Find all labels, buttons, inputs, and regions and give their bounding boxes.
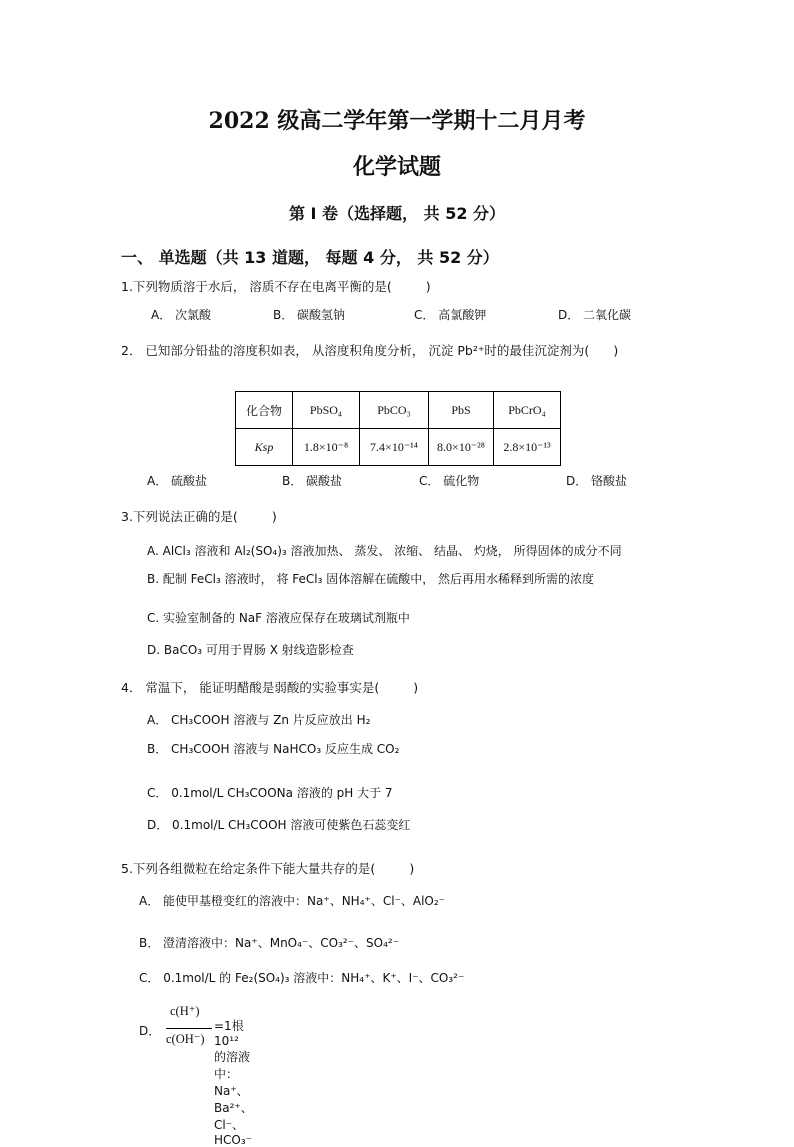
q4-option-c: C． 0.1mol/L CH₃COONa 溶液的 pH 大于 7 bbox=[147, 786, 393, 800]
q3-option-b: B. 配制 FeCl₃ 溶液时， 将 FeCl₃ 固体溶解在硫酸中， 然后再用水稀释到所需的浓度 bbox=[147, 572, 595, 586]
q1-option-d: D． 二氧化碳 bbox=[558, 308, 632, 322]
table-cell: 8.0×10⁻²⁸ bbox=[429, 429, 494, 466]
table-cell: PbS bbox=[429, 392, 494, 429]
table-cell: 化合物 bbox=[236, 392, 293, 429]
q5-option-d-text: =1根10¹² 的溶液中：Na⁺、Ba²⁺、Cl⁻、HCO₃⁻ bbox=[214, 1019, 253, 1147]
table-cell: 1.8×10⁻⁸ bbox=[293, 429, 360, 466]
question-4-stem: 4． 常温下， 能证明醋酸是弱酸的实验事实是( bbox=[121, 680, 380, 695]
table-cell: 7.4×10⁻¹⁴ bbox=[360, 429, 429, 466]
part-title: 第 I 卷（选择题， 共 52 分） bbox=[288, 204, 506, 223]
q2-option-d: D． 铬酸盐 bbox=[566, 474, 628, 488]
q2-option-c: C． 硫化物 bbox=[419, 474, 480, 488]
table-header-row bbox=[236, 392, 561, 429]
question-5: 5.下列各组微粒在给定条件下能大量共存的是( ) bbox=[121, 861, 415, 876]
q5-option-a: A． 能使甲基橙变红的溶液中：Na⁺、NH₄⁺、Cl⁻、AlO₂⁻ bbox=[139, 894, 446, 908]
q3-option-d: D. BaCO₃ 可用于胃肠 X 射线造影检查 bbox=[147, 643, 354, 657]
q5-option-d-label: D． bbox=[139, 1024, 161, 1038]
q4-option-d: D． 0.1mol/L CH₃COOH 溶液可使紫色石蕊变红 bbox=[147, 818, 411, 832]
ksp-table bbox=[235, 391, 561, 466]
table-row bbox=[236, 429, 561, 466]
q2-option-b: B． 碳酸盐 bbox=[282, 474, 343, 488]
question-5-stem: 5.下列各组微粒在给定条件下能大量共存的是( bbox=[121, 861, 376, 876]
question-4: 4． 常温下， 能证明醋酸是弱酸的实验事实是( ) bbox=[121, 680, 419, 695]
question-2-stem: 2． 已知部分铅盐的溶度积如表， 从溶度积角度分析， 沉淀 Pb²⁺时的最佳沉淀剂为( bbox=[121, 343, 590, 358]
question-1-stem: 1.下列物质溶于水后， 溶质不存在电离平衡的是( bbox=[121, 279, 392, 294]
table-cell: 2.8×10⁻¹³ bbox=[494, 429, 561, 466]
q4-option-b: B． CH₃COOH 溶液与 NaHCO₃ 反应生成 CO₂ bbox=[147, 742, 400, 756]
table-cell: Ksp bbox=[236, 429, 293, 466]
q1-option-a: A． 次氯酸 bbox=[151, 308, 212, 322]
question-2: 2． 已知部分铅盐的溶度积如表， 从溶度积角度分析， 沉淀 Pb²⁺时的最佳沉淀剂为( ) bbox=[121, 343, 619, 358]
question-3: 3.下列说法正确的是( ) bbox=[121, 509, 277, 524]
q2-option-a: A． 硫酸盐 bbox=[147, 474, 208, 488]
q3-option-c: C. 实验室制备的 NaF 溶液应保存在玻璃试剂瓶中 bbox=[147, 611, 410, 625]
q1-option-b: B． 碳酸氢钠 bbox=[273, 308, 346, 322]
exam-title: 2022 级高二学年第一学期十二月月考 bbox=[208, 108, 586, 134]
q3-option-a: A. AlCl₃ 溶液和 Al₂(SO₄)₃ 溶液加热、 蒸发、 浓缩、 结晶、 灼烧， 所得固体的成分不同 bbox=[147, 544, 622, 558]
fraction-bar bbox=[166, 1028, 212, 1029]
table-cell: PbSO₄ bbox=[293, 392, 360, 429]
table-cell: PbCrO₄ bbox=[494, 392, 561, 429]
subject-title: 化学试题 bbox=[352, 154, 441, 180]
table-cell: PbCO₃ bbox=[360, 392, 429, 429]
q1-option-c: C． 高氯酸钾 bbox=[414, 308, 487, 322]
fraction-numerator: c(H⁺) bbox=[170, 1004, 200, 1018]
fraction-denominator: c(OH⁻) bbox=[166, 1032, 205, 1046]
q5-option-b: B． 澄清溶液中：Na⁺、MnO₄⁻、CO₃²⁻、SO₄²⁻ bbox=[139, 936, 400, 950]
question-1: 1.下列物质溶于水后， 溶质不存在电离平衡的是( ) bbox=[121, 279, 431, 294]
question-3-stem: 3.下列说法正确的是( bbox=[121, 509, 238, 524]
q4-option-a: A． CH₃COOH 溶液与 Zn 片反应放出 H₂ bbox=[147, 713, 371, 727]
q5-option-c: C． 0.1mol/L 的 Fe₂(SO₄)₃ 溶液中：NH₄⁺、K⁺、I⁻、CO₃²⁻ bbox=[139, 971, 465, 985]
section-heading: 一、 单选题（共 13 道题， 每题 4 分， 共 52 分） bbox=[121, 248, 499, 267]
